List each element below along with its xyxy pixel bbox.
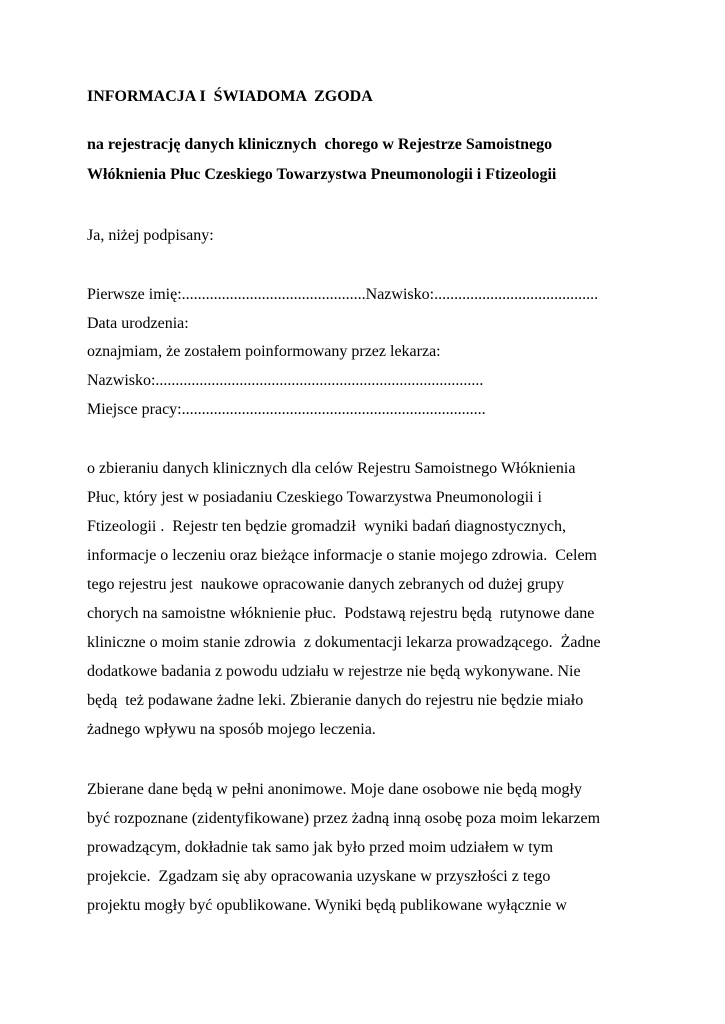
paragraph-line: projekcie. Zgadzam się aby opracowania uzyskane w przyszłości z tego [87, 868, 551, 885]
paragraph-line: kliniczne o moim stanie zdrowia z dokumentacji lekarza prowadzącego. Żadne [87, 634, 601, 651]
form-line-birth-date: Data urodzenia: [87, 315, 189, 332]
paragraph-line: będą też podawane żadne leki. Zbieranie danych do rejestru nie będzie miało [87, 692, 584, 709]
paragraph-line: tego rejestru jest naukowe opracowanie danych zebranych od dużej grupy [87, 576, 565, 593]
form-line-declaration: oznajmiam, że zostałem poinformowany przez lekarza: [87, 343, 441, 360]
paragraph-line: informacje o leczeniu oraz bieżące informacje o stanie mojego zdrowia. Celem [87, 547, 597, 564]
subtitle-line: na rejestrację danych klinicznych chorego w Rejestrze Samoistnego [87, 136, 553, 153]
subtitle-line: Włóknienia Płuc Czeskiego Towarzystwa Pneumonologii i Ftizeologii [87, 166, 557, 183]
paragraph-line: Płuc, który jest w posiadaniu Czeskiego Towarzystwa Pneumonologii i [87, 489, 542, 506]
paragraph-line: być rozpoznane (zidentyfikowane) przez żadną inną osobę poza moim lekarzem [87, 810, 601, 827]
paragraph-line: żadnego wpływu na sposób mojego leczenia. [87, 721, 376, 738]
paragraph-line: Ftizeologii . Rejestr ten będzie gromadził wyniki badań diagnostycznych, [87, 518, 566, 535]
form-line-doctor-surname: Nazwisko:.................................................................................. [87, 372, 484, 389]
intro-text: Ja, niżej podpisany: [87, 227, 214, 244]
paragraph-line: projektu mogły być opublikowane. Wyniki będą publikowane wyłącznie w [87, 897, 567, 914]
form-line-first-name: Pierwsze imię:..............................................Nazwisko:......................................... [87, 286, 599, 303]
document-title: INFORMACJA I ŚWIADOMA ZGODA [87, 88, 373, 105]
paragraph-line: chorych na samoistne włóknienie płuc. Podstawą rejestru będą rutynowe dane [87, 605, 595, 622]
paragraph-line: dodatkowe badania z powodu udziału w rejestrze nie będą wykonywane. Nie [87, 663, 581, 680]
paragraph-line: o zbieraniu danych klinicznych dla celów Rejestru Samoistnego Włóknienia [87, 460, 576, 477]
form-line-workplace: Miejsce pracy:............................................................................ [87, 401, 486, 418]
paragraph-line: Zbierane dane będą w pełni anonimowe. Moje dane osobowe nie będą mogły [87, 781, 582, 798]
paragraph-line: prowadzącym, dokładnie tak samo jak było przed moim udziałem w tym [87, 839, 554, 856]
